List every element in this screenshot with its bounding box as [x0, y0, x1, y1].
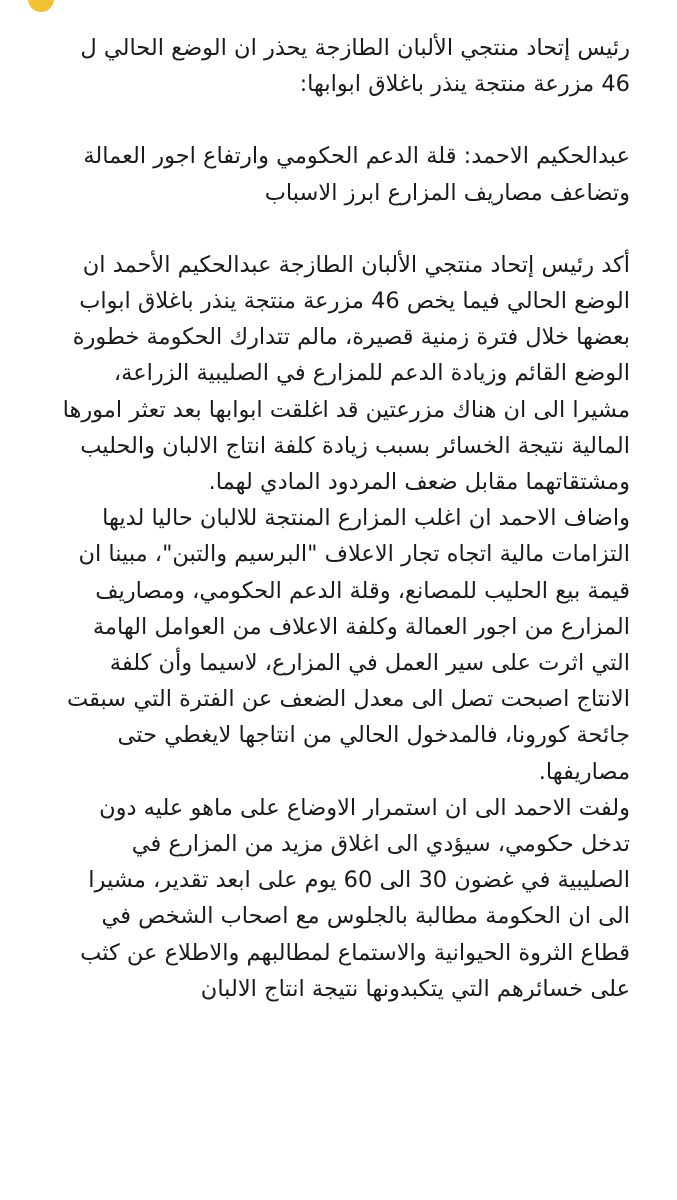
notification-dot: [28, 0, 54, 12]
article-paragraph-3: ولفت الاحمد الى ان استمرار الاوضاع على ماهو عليه دون تدخل حكومي، سيؤدي الى اغلاق مزيد من المزارع في الصليبية في غضون 30 الى 60 يوم على ابعد تقدير، مشيرا الى ان الحكومة مطالبة بالجلوس مع اصحاب الشخص في قطاع الثروة الحيوانية والاستماع لمطالبهم والاطلاع عن كثب على خسائرهم التي يتكبدونها نتيجة انتاج الالبان: [80, 794, 630, 1002]
article-subheadline: عبدالحكيم الاحمد: قلة الدعم الحكومي وارتفاع اجور العمالة وتضاعف مصاريف المزارع ابرز الاسباب: [83, 143, 630, 206]
article-headline: رئيس إتحاد منتجي الألبان الطازجة يحذر ان الوضع الحالي ل 46 مزرعة منتجة ينذر باغلاق ابوابها:: [80, 35, 630, 98]
article-paragraph-2: واضاف الاحمد ان اغلب المزارع المنتجة للالبان حاليا لديها التزامات مالية اتجاه تجار الاعلاف "البرسيم والتبن"، مبينا ان قيمة بيع الحليب للمصانع، وقلة الدعم الحكومي، ومصاريف المزارع من اجور العمالة وكلفة الاعلاف من العوامل الهامة التي اثرت على سير العمل في المزارع، لاسيما وأن كلفة الانتاج اصبحت تصل الى معدل الضعف عن الفترة التي سبقت جائحة كورونا، فالمدخول الحالي من انتاجها لايغطي حتى مصاريفها.: [67, 505, 630, 785]
article-body: [58, 30, 630, 1007]
article-paragraph-1: أكد رئيس إتحاد منتجي الألبان الطازجة عبدالحكيم الأحمد ان الوضع الحالي فيما يخص 46 مزرعة منتجة ينذر باغلاق ابواب بعضها خلال فترة زمنية قصيرة، مالم تتدارك الحكومة خطورة الوضع القائم وزيادة الدعم للمزارع في الصليبية الزراعة، مشيرا الى ان هناك مزرعتين قد اغلقت ابوابها بعد تعثر امورها المالية نتيجة الخسائر بسبب زيادة كلفة انتاج الالبان والحليب ومشتقاتهما مقابل ضعف المردود المادي لهما.: [62, 251, 630, 496]
